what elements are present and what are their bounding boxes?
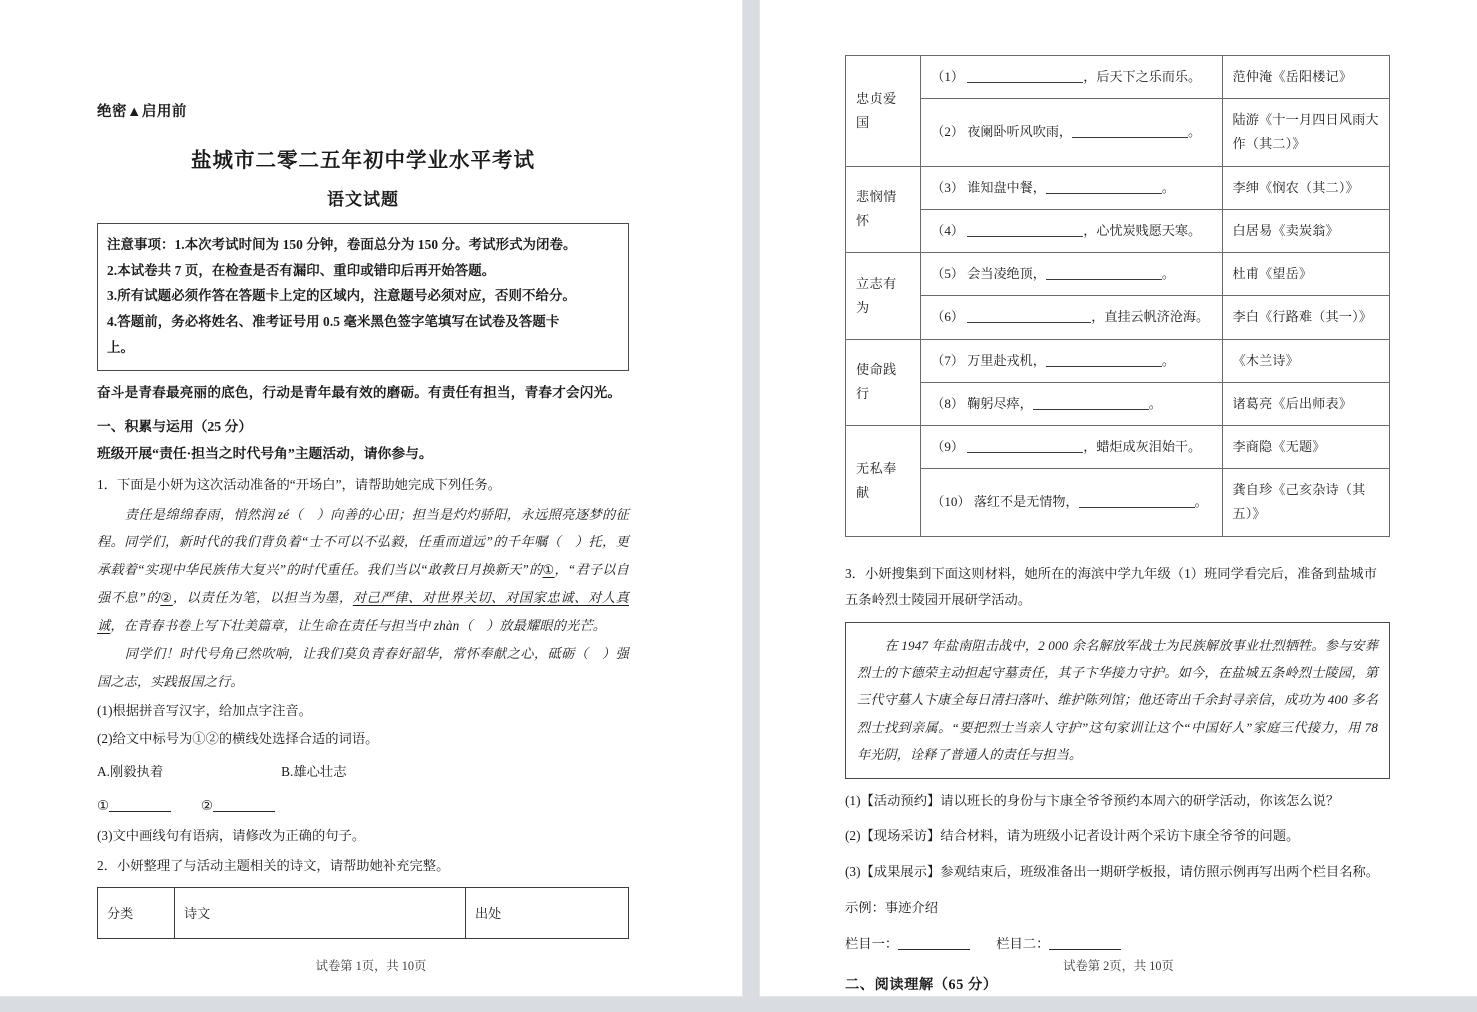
passage-blank-2: ②	[160, 590, 173, 606]
page-2-content	[845, 0, 1390, 994]
poem-category-2: 立志有为	[846, 253, 921, 339]
poem-category-0: 忠贞爱国	[846, 56, 921, 167]
poem-num-3: （4）	[931, 222, 964, 238]
poem-category-1: 悲悯情怀	[846, 166, 921, 252]
poem-before-7: 鞠躬尽瘁，	[967, 395, 1033, 411]
poem-table-header	[97, 887, 629, 939]
passage-part-c: ，以责任为笔，以担当为墨，	[172, 590, 353, 606]
column-blank-1[interactable]	[898, 949, 970, 950]
section-heading-1: 一、积累与运用（25 分）	[97, 419, 253, 435]
poem-verse-7	[921, 382, 1222, 425]
poem-after-5: ，直挂云帆济沧海。	[1091, 309, 1210, 325]
answer-blank-2[interactable]	[213, 811, 275, 812]
poem-blank-2[interactable]	[1046, 193, 1162, 194]
poem-after-4: 。	[1161, 266, 1175, 282]
table-row	[98, 887, 629, 938]
header-category: 分类	[98, 887, 175, 938]
table-row	[846, 339, 1390, 382]
poem-num-7: （8）	[931, 395, 964, 411]
question-3-sub-1: (1)【活动预约】请以班长的身份与卞康全爷爷预约本周六的研学活动，你该怎么说？	[845, 792, 1340, 808]
poem-after-0: ，后天下之乐而乐。	[1083, 69, 1202, 84]
poem-blank-9[interactable]	[1079, 507, 1195, 508]
footer-page-2: 试卷第 2页，共 10页	[1063, 959, 1174, 973]
lead-paragraph: 奋斗是青春最亮丽的底色，行动是青年最有效的磨砺。有责任有担当，青春才会闪光。	[97, 384, 622, 400]
poem-num-1: （2）	[931, 124, 964, 140]
option-b: B.雄心壮志	[281, 764, 347, 780]
footer-page-1: 试卷第 1页，共 10页	[315, 959, 427, 973]
poem-verse-3	[921, 209, 1222, 252]
question-3-material-text: 在 1947 年盐南阻击战中，2 000 余名解放军战士为民族解放事业壮烈牺牲。参与安葬烈士的卞德荣主动担起守墓责任，其子卞华接力守护。如今，在盐城五条岭烈士陵园，第三代守墓人卞康全每日清扫落叶、维护陈列馆；他还寄出千余封寻亲信，成功为 400 多名烈士找到亲属。“要把烈士当亲人守护”这句家训让这个“中国好人”家庭三代接力，用 78 年光阴，诠释了普通人的责任与担当。	[857, 637, 1378, 762]
poem-source-2: 李绅《悯农（其二）》	[1222, 166, 1390, 209]
passage-part-d: ，在青春书卷上写下壮美篇章，让生命在责任与担当中 zhàn（ ）放最耀眼的光芒。	[110, 618, 607, 634]
poem-source-0: 范仲淹《岳阳楼记》	[1222, 56, 1390, 99]
question-3-stem: 3．小妍搜集到下面这则材料，她所在的海滨中学九年级（1）班同学看完后，准备到盐城市五条岭烈士陵园开展研学活动。	[845, 565, 1377, 608]
notice-line-3: 3.所有试题必须作答在答题卡上定的区域内，注意题号必须对应，否则不给分。	[107, 288, 576, 304]
question-1-sub-3: (3)文中画线句有语病，请修改为正确的句子。	[97, 827, 366, 843]
answer-blank-label-2: ②	[200, 798, 213, 814]
table-row	[846, 99, 1390, 166]
passage-paragraph-2: 同学们！时代号角已然吹响，让我们莫负青春好韶华，常怀奉献之心，砥砺（ ）强国之志，实践报国之行。	[97, 646, 629, 690]
column-label-2: 栏目二：	[996, 936, 1050, 952]
poem-after-3: ，心忧炭贱愿天寒。	[1083, 222, 1202, 238]
poem-before-4: 会当凌绝顶，	[967, 266, 1046, 282]
table-row	[846, 296, 1390, 339]
poem-category-3: 使命践行	[846, 339, 921, 425]
header-verse: 诗文	[175, 887, 466, 938]
question-1-sub-1: (1)根据拼音写汉字，给加点字注音。	[97, 703, 312, 719]
poem-after-7: 。	[1148, 395, 1162, 411]
poem-verse-9	[921, 469, 1222, 536]
poem-after-8: ，蜡炬成灰泪始干。	[1083, 438, 1202, 454]
poem-blank-7[interactable]	[1033, 409, 1149, 410]
page-1-content	[97, 0, 629, 939]
poem-after-2: 。	[1161, 179, 1175, 195]
poem-before-1: 夜阑卧听风吹雨，	[967, 124, 1073, 140]
table-row	[846, 425, 1390, 468]
poem-category-4: 无私奉献	[846, 425, 921, 536]
section-heading-2: 二、阅读理解（65 分）	[845, 976, 998, 993]
poem-verse-6	[921, 339, 1222, 382]
poem-source-8: 李商隐《无题》	[1222, 425, 1390, 468]
passage-paragraph-1	[97, 501, 629, 641]
passage-part-a: 责任是绵绵春雨，悄然润 zé（ ）向善的心田；担当是灼灼骄阳，永远照亮逐梦的征程。同学们，新时代的我们背负着“士不可以不弘毅，任重而道远”的千年嘱（ ）托，更承载着“实现中华民族伟大复兴”的时代重任。我们当以“敢教日月换新天”的	[97, 506, 629, 578]
poem-blank-6[interactable]	[1046, 366, 1162, 367]
table-row	[846, 166, 1390, 209]
question-3-sub-3: (3)【成果展示】参观结束后，班级准备出一期研学板报，请仿照示例再写出两个栏目名称。	[845, 863, 1380, 879]
question-3-example: 示例：事迹介绍	[845, 899, 939, 915]
poem-verse-4	[921, 253, 1222, 296]
passage-blank-1: ①	[542, 562, 555, 578]
poem-source-4: 杜甫《望岳》	[1222, 253, 1390, 296]
poem-blank-4[interactable]	[1046, 279, 1162, 280]
question-3-sub-2: (2)【现场采访】结合材料，请为班级小记者设计两个采访卞康全爷爷的问题。	[845, 828, 1300, 844]
column-blank-2[interactable]	[1049, 949, 1121, 950]
poem-source-9: 龚自珍《己亥杂诗（其五）》	[1222, 469, 1390, 536]
poem-before-6: 万里赴戎机，	[967, 352, 1046, 368]
question-1-stem: 1．下面是小妍为这次活动准备的“开场白”，请帮助她完成下列任务。	[97, 476, 502, 492]
poem-source-1: 陆游《十一月四日风雨大作（其二）》	[1222, 99, 1390, 166]
passage-part-b: ，“君子以自强不息”的	[97, 562, 629, 606]
poem-verse-1	[921, 99, 1222, 166]
option-a: A.刚毅执着	[97, 764, 164, 780]
notice-line-4: 4.答题前，务必将姓名、准考证号用 0.5 毫米黑色签字笔填写在试卷及答题卡	[107, 314, 560, 330]
question-1-answer-blanks	[97, 793, 629, 818]
notice-line-5: 上。	[107, 339, 134, 355]
poem-before-2: 谁知盘中餐，	[967, 179, 1046, 195]
poem-blank-5[interactable]	[967, 322, 1091, 323]
poem-num-9: （10）	[931, 494, 971, 510]
notice-box	[97, 223, 629, 371]
poem-num-8: （9）	[931, 438, 964, 454]
poem-source-7: 诸葛亮《后出师表》	[1222, 382, 1390, 425]
poem-verse-8	[921, 425, 1222, 468]
poem-blank-1[interactable]	[1072, 137, 1188, 138]
table-row	[846, 56, 1390, 99]
poem-source-3: 白居易《卖炭翁》	[1222, 209, 1390, 252]
poem-verse-2	[921, 166, 1222, 209]
poem-num-4: （5）	[931, 266, 964, 282]
poem-source-5: 李白《行路难（其一）》	[1222, 296, 1390, 339]
page-subtitle: 语文试题	[327, 190, 399, 209]
page-2	[760, 0, 1477, 996]
activity-heading: 班级开展“责任·担当之时代号角”主题活动，请你参与。	[97, 446, 433, 462]
passage-underlined-clause: 对己严律、对世界关切、对国家忠诚、对人真诚	[97, 590, 629, 634]
poem-num-6: （7）	[931, 352, 964, 368]
poem-after-1: 。	[1188, 124, 1202, 140]
notice-line-2: 2.本试卷共 7 页，在检查是否有漏印、重印或错印后再开始答题。	[107, 262, 496, 278]
table-row	[846, 382, 1390, 425]
page-1	[0, 0, 742, 996]
poem-blank-8[interactable]	[967, 452, 1083, 453]
page-title: 盐城市二零二五年初中学业水平考试	[191, 150, 535, 172]
secret-mark: 绝密▲启用前	[97, 104, 187, 120]
question-1-options	[97, 759, 629, 784]
notice-line-1: 注意事项：1.本次考试时间为 150 分钟，卷面总分为 150 分。考试形式为闭卷。	[107, 237, 577, 252]
poem-after-6: 。	[1161, 352, 1175, 368]
poem-num-2: （3）	[931, 179, 964, 195]
poem-num-0: （1）	[931, 69, 964, 84]
column-label-1: 栏目一：	[845, 936, 899, 952]
answer-blank-label-1: ①	[97, 798, 109, 814]
answer-blank-1[interactable]	[109, 811, 171, 812]
poem-before-9: 落红不是无情物，	[973, 494, 1079, 510]
poem-after-9: 。	[1194, 494, 1208, 510]
question-2-stem: 2．小妍整理了与活动主题相关的诗文，请帮助她补充完整。	[97, 857, 450, 873]
question-1-sub-2: (2)给文中标号为①②的横线处选择合适的词语。	[97, 731, 379, 747]
poem-blank-0[interactable]	[967, 82, 1083, 83]
question-1-passage	[97, 501, 629, 697]
header-source: 出处	[466, 887, 629, 938]
poem-source-6: 《木兰诗》	[1222, 339, 1390, 382]
table-row	[846, 209, 1390, 252]
question-3-material-box	[845, 622, 1390, 779]
poem-verse-5	[921, 296, 1222, 339]
poem-table	[845, 55, 1390, 537]
poem-num-5: （6）	[931, 309, 964, 325]
poem-blank-3[interactable]	[967, 236, 1083, 237]
table-row	[846, 469, 1390, 536]
question-3-column-blanks	[845, 931, 1390, 957]
table-row	[846, 253, 1390, 296]
poem-verse-0	[921, 56, 1222, 99]
